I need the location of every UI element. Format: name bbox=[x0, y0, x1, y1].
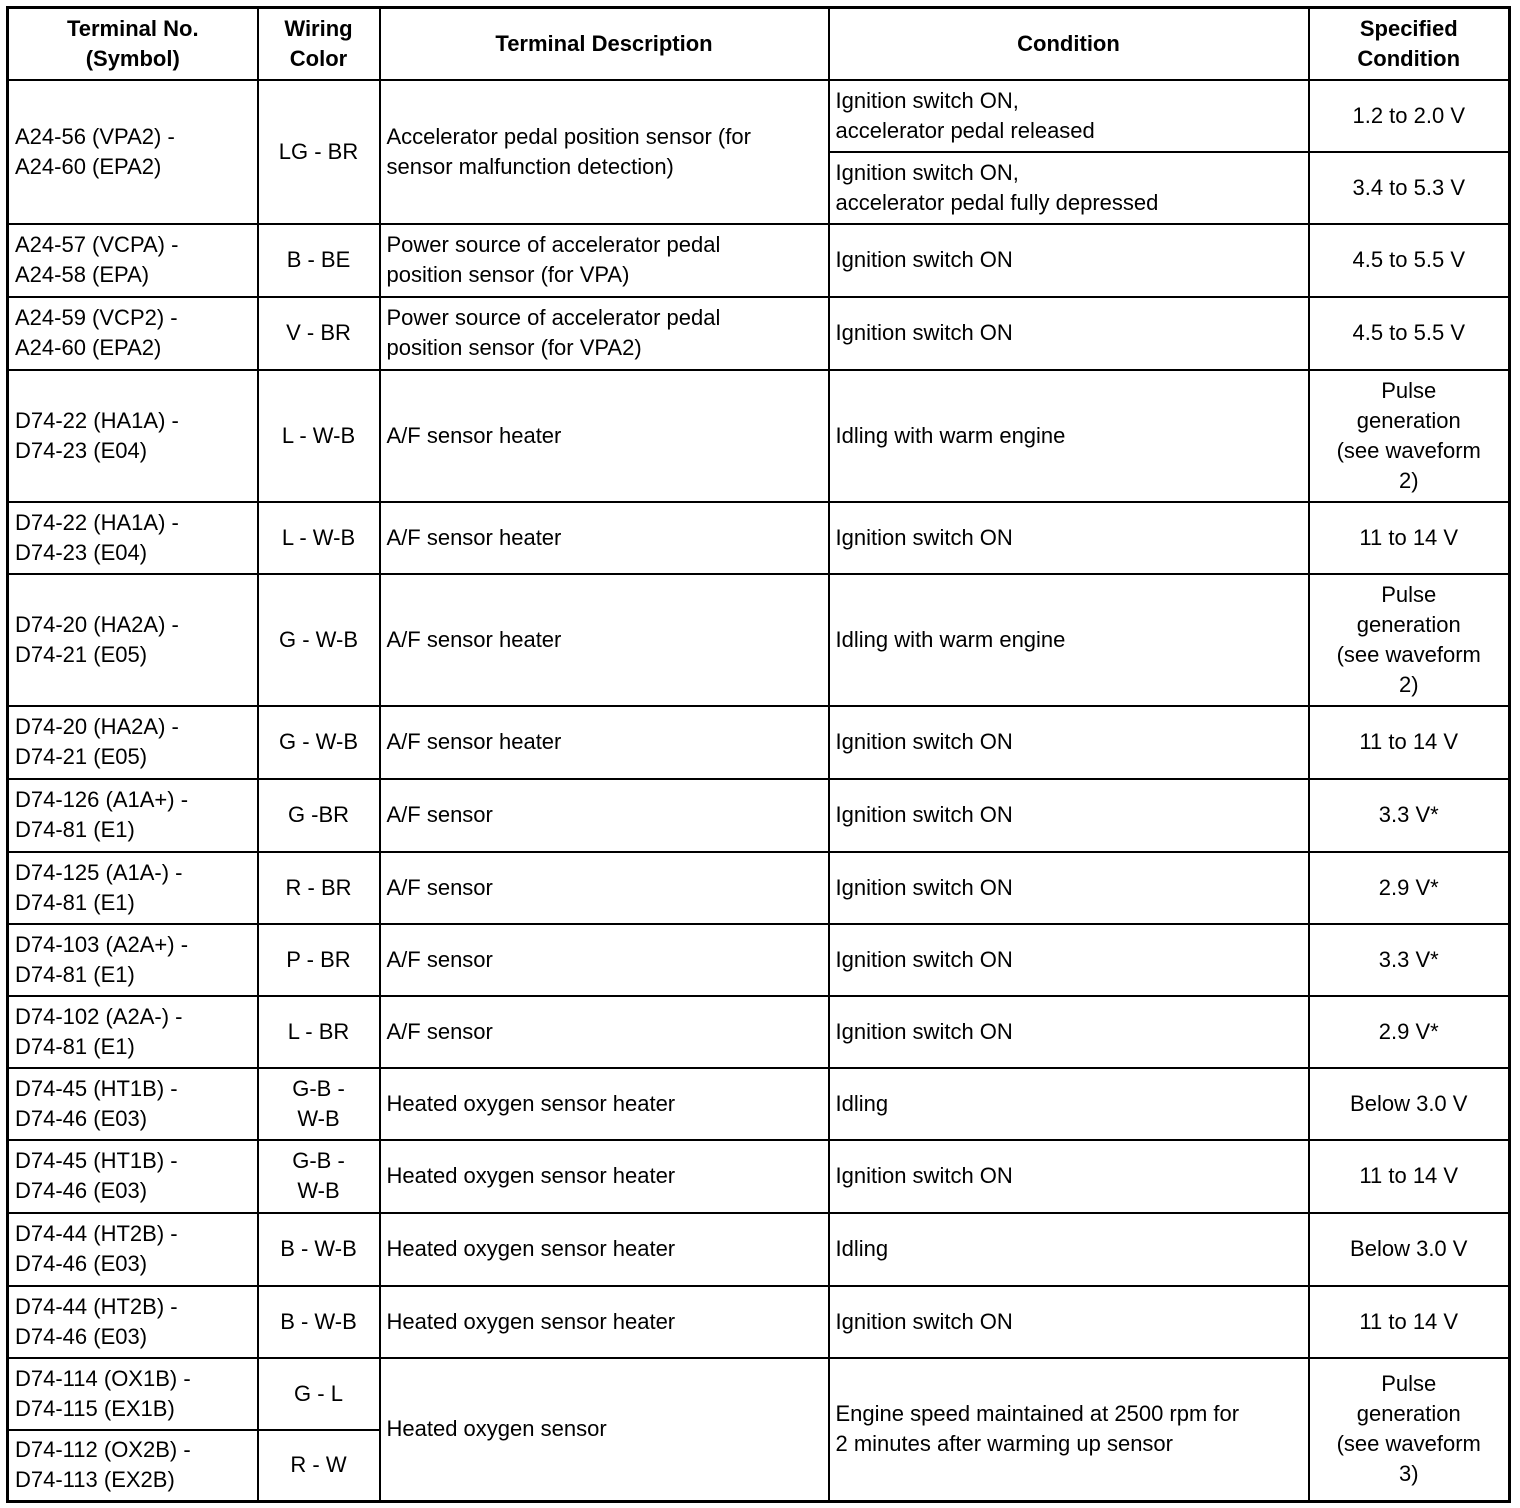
wiring-color-cell: B - W-B bbox=[258, 1286, 380, 1358]
table-row bbox=[8, 224, 1510, 297]
description-cell: Accelerator pedal position sensor (for sensor malfunction detection) bbox=[380, 80, 829, 224]
description-cell: Power source of accelerator pedal position sensor (for VPA) bbox=[380, 224, 829, 297]
terminal-cell: D74-125 (A1A-) - D74-81 (E1) bbox=[8, 852, 258, 924]
terminal-cell: A24-59 (VCP2) - A24-60 (EPA2) bbox=[8, 297, 258, 370]
spec-cell: 2.9 V* bbox=[1309, 996, 1510, 1068]
table-row bbox=[8, 779, 1510, 852]
condition-cell: Engine speed maintained at 2500 rpm for 2 minutes after warming up sensor bbox=[829, 1358, 1309, 1502]
description-cell: Heated oxygen sensor heater bbox=[380, 1213, 829, 1286]
spec-cell: 11 to 14 V bbox=[1309, 706, 1510, 779]
table-row bbox=[8, 502, 1510, 574]
terminal-cell: D74-45 (HT1B) - D74-46 (E03) bbox=[8, 1068, 258, 1140]
description-cell: A/F sensor bbox=[380, 779, 829, 852]
spec-cell: Pulse generation (see waveform 3) bbox=[1309, 1358, 1510, 1502]
terminal-cell: D74-44 (HT2B) - D74-46 (E03) bbox=[8, 1286, 258, 1358]
wiring-color-cell: G-B - W-B bbox=[258, 1140, 380, 1213]
description-cell: Power source of accelerator pedal position sensor (for VPA2) bbox=[380, 297, 829, 370]
terminal-spec-table bbox=[6, 6, 1511, 1503]
wiring-color-cell: G - W-B bbox=[258, 574, 380, 706]
condition-cell: Ignition switch ON bbox=[829, 1286, 1309, 1358]
description-cell: A/F sensor heater bbox=[380, 370, 829, 502]
terminal-cell: D74-20 (HA2A) - D74-21 (E05) bbox=[8, 574, 258, 706]
condition-cell: Idling bbox=[829, 1213, 1309, 1286]
wiring-color-cell: LG - BR bbox=[258, 80, 380, 224]
wiring-color-cell: L - W-B bbox=[258, 502, 380, 574]
header-specified-condition: Specified Condition bbox=[1309, 8, 1510, 80]
spec-cell: 3.3 V* bbox=[1309, 779, 1510, 852]
condition-cell: Ignition switch ON bbox=[829, 852, 1309, 924]
spec-cell: 3.3 V* bbox=[1309, 924, 1510, 996]
wiring-color-cell: G -BR bbox=[258, 779, 380, 852]
spec-cell: 2.9 V* bbox=[1309, 852, 1510, 924]
terminal-cell: D74-126 (A1A+) - D74-81 (E1) bbox=[8, 779, 258, 852]
description-cell: A/F sensor bbox=[380, 924, 829, 996]
spec-cell: 1.2 to 2.0 V bbox=[1309, 80, 1510, 152]
wiring-color-cell: L - W-B bbox=[258, 370, 380, 502]
condition-cell: Ignition switch ON bbox=[829, 779, 1309, 852]
description-cell: Heated oxygen sensor heater bbox=[380, 1140, 829, 1213]
wiring-color-cell: B - W-B bbox=[258, 1213, 380, 1286]
condition-cell: Ignition switch ON bbox=[829, 924, 1309, 996]
header-terminal: Terminal No. (Symbol) bbox=[8, 8, 258, 80]
condition-cell: Ignition switch ON bbox=[829, 224, 1309, 297]
wiring-color-cell: R - BR bbox=[258, 852, 380, 924]
terminal-cell: D74-114 (OX1B) - D74-115 (EX1B) bbox=[8, 1358, 258, 1430]
condition-cell: Ignition switch ON, accelerator pedal released bbox=[829, 80, 1309, 152]
table-row bbox=[8, 574, 1510, 706]
wiring-color-cell: P - BR bbox=[258, 924, 380, 996]
header-terminal-description: Terminal Description bbox=[380, 8, 829, 80]
wiring-color-cell: G - L bbox=[258, 1358, 380, 1430]
description-cell: A/F sensor heater bbox=[380, 706, 829, 779]
description-cell: A/F sensor heater bbox=[380, 574, 829, 706]
description-cell: Heated oxygen sensor heater bbox=[380, 1286, 829, 1358]
table-row bbox=[8, 1286, 1510, 1358]
condition-cell: Ignition switch ON bbox=[829, 706, 1309, 779]
spec-cell: Below 3.0 V bbox=[1309, 1213, 1510, 1286]
terminal-cell: D74-102 (A2A-) - D74-81 (E1) bbox=[8, 996, 258, 1068]
description-cell: A/F sensor bbox=[380, 996, 829, 1068]
spec-cell: 3.4 to 5.3 V bbox=[1309, 152, 1510, 224]
table-row bbox=[8, 80, 1510, 152]
condition-cell: Ignition switch ON bbox=[829, 996, 1309, 1068]
header-wiring-color: Wiring Color bbox=[258, 8, 380, 80]
header-condition: Condition bbox=[829, 8, 1309, 80]
condition-cell: Ignition switch ON bbox=[829, 297, 1309, 370]
terminal-cell: D74-20 (HA2A) - D74-21 (E05) bbox=[8, 706, 258, 779]
terminal-cell: D74-22 (HA1A) - D74-23 (E04) bbox=[8, 502, 258, 574]
table-row bbox=[8, 706, 1510, 779]
spec-cell: 11 to 14 V bbox=[1309, 502, 1510, 574]
table-row bbox=[8, 996, 1510, 1068]
condition-cell: Idling bbox=[829, 1068, 1309, 1140]
spec-cell: Below 3.0 V bbox=[1309, 1068, 1510, 1140]
table-row bbox=[8, 370, 1510, 502]
terminal-cell: D74-112 (OX2B) - D74-113 (EX2B) bbox=[8, 1430, 258, 1502]
header-row bbox=[8, 8, 1510, 80]
description-cell: Heated oxygen sensor bbox=[380, 1358, 829, 1502]
table-row bbox=[8, 1358, 1510, 1430]
spec-cell: Pulse generation (see waveform 2) bbox=[1309, 370, 1510, 502]
table-row bbox=[8, 1213, 1510, 1286]
condition-cell: Idling with warm engine bbox=[829, 370, 1309, 502]
wiring-color-cell: R - W bbox=[258, 1430, 380, 1502]
wiring-color-cell: V - BR bbox=[258, 297, 380, 370]
wiring-color-cell: G - W-B bbox=[258, 706, 380, 779]
table-row bbox=[8, 297, 1510, 370]
spec-cell: Pulse generation (see waveform 2) bbox=[1309, 574, 1510, 706]
terminal-cell: D74-44 (HT2B) - D74-46 (E03) bbox=[8, 1213, 258, 1286]
description-cell: A/F sensor heater bbox=[380, 502, 829, 574]
table-row bbox=[8, 1068, 1510, 1140]
condition-cell: Ignition switch ON bbox=[829, 1140, 1309, 1213]
terminal-cell: A24-56 (VPA2) - A24-60 (EPA2) bbox=[8, 80, 258, 224]
wiring-color-cell: B - BE bbox=[258, 224, 380, 297]
condition-cell: Idling with warm engine bbox=[829, 574, 1309, 706]
condition-cell: Ignition switch ON bbox=[829, 502, 1309, 574]
spec-cell: 11 to 14 V bbox=[1309, 1140, 1510, 1213]
spec-cell: 11 to 14 V bbox=[1309, 1286, 1510, 1358]
terminal-cell: D74-45 (HT1B) - D74-46 (E03) bbox=[8, 1140, 258, 1213]
description-cell: A/F sensor bbox=[380, 852, 829, 924]
table-row bbox=[8, 1140, 1510, 1213]
condition-cell: Ignition switch ON, accelerator pedal fully depressed bbox=[829, 152, 1309, 224]
terminal-cell: A24-57 (VCPA) - A24-58 (EPA) bbox=[8, 224, 258, 297]
spec-cell: 4.5 to 5.5 V bbox=[1309, 224, 1510, 297]
wiring-color-cell: L - BR bbox=[258, 996, 380, 1068]
description-cell: Heated oxygen sensor heater bbox=[380, 1068, 829, 1140]
terminal-cell: D74-22 (HA1A) - D74-23 (E04) bbox=[8, 370, 258, 502]
table-row bbox=[8, 852, 1510, 924]
terminal-cell: D74-103 (A2A+) - D74-81 (E1) bbox=[8, 924, 258, 996]
wiring-color-cell: G-B - W-B bbox=[258, 1068, 380, 1140]
spec-cell: 4.5 to 5.5 V bbox=[1309, 297, 1510, 370]
table-row bbox=[8, 924, 1510, 996]
